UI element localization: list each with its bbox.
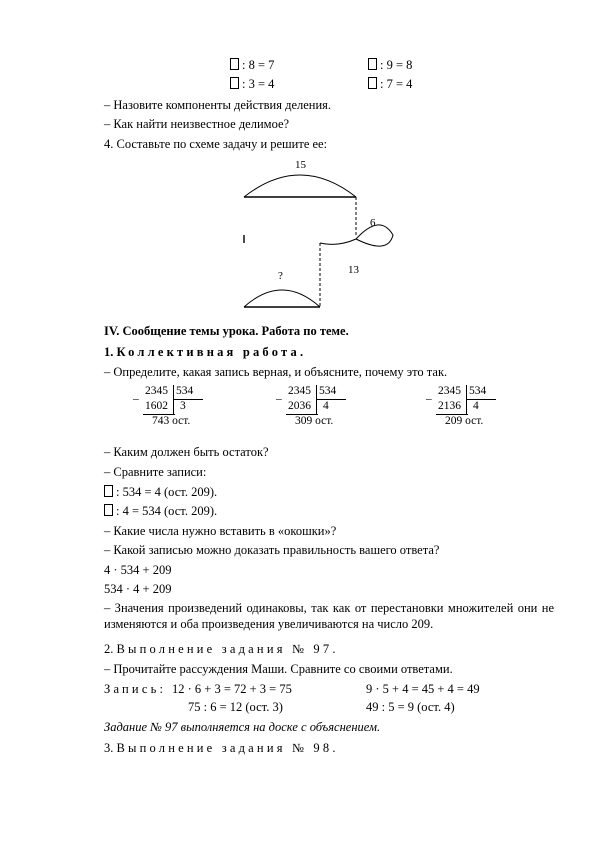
question-line: – Какие числа нужно вставить в «окошки»?	[104, 524, 337, 538]
empty-box	[368, 58, 377, 70]
equation: : 8 = 7	[230, 57, 274, 73]
question-line: – Как найти неизвестное делимое?	[104, 117, 290, 131]
empty-box	[230, 77, 239, 89]
record-line: 49 : 5 = 9 (ост. 4)	[366, 700, 455, 714]
diagram-label-bottom: ?	[278, 270, 283, 282]
scheme-diagram	[230, 155, 410, 315]
record-label: Запись:	[104, 682, 167, 696]
empty-box	[104, 504, 113, 516]
question-line: – Определите, какая запись верная, и объясните, почему это так.	[104, 365, 448, 379]
question-line: – Назовите компоненты действия деления.	[104, 98, 332, 112]
equation: : 7 = 4	[368, 76, 412, 92]
long-division: – 2345 534 1602 3 743 ост.	[133, 385, 213, 435]
record-line: 9 · 5 + 4 = 45 + 4 = 49	[366, 682, 480, 696]
long-division: – 2345 534 2036 4 309 ост.	[276, 385, 356, 435]
question-line: – Сравните записи:	[104, 465, 207, 479]
empty-box	[104, 485, 113, 497]
empty-box	[368, 77, 377, 89]
equation: : 9 = 8	[368, 57, 412, 73]
expression: 534 · 4 + 209	[104, 582, 172, 596]
task-heading: 4. Составьте по схеме задачу и решите ее:	[104, 137, 328, 151]
subheading: 2. Выполнение задания № 97.	[104, 642, 339, 656]
subheading: 1. Коллективная работа.	[104, 345, 307, 359]
diagram-label-right: 6	[370, 217, 376, 229]
record-line: : 4 = 534 (ост. 209).	[104, 503, 217, 519]
diagram-label-mid: 13	[348, 264, 359, 276]
question-line: – Какой записью можно доказать правильность вашего ответа?	[104, 543, 440, 557]
expression: 4 · 534 + 209	[104, 563, 172, 577]
long-division: – 2345 534 2136 4 209 ост.	[426, 385, 506, 435]
record-line: 12 · 6 + 3 = 72 + 3 = 75	[172, 682, 292, 696]
paragraph: – Значения произведений одинаковы, так как от перестановки множителей они не изменяются и оба произведения увеличиваются на число 209.	[104, 601, 554, 631]
question-line: – Каким должен быть остаток?	[104, 445, 269, 459]
equation: : 3 = 4	[230, 76, 274, 92]
question-line: – Прочитайте рассуждения Маши. Сравните со своими ответами.	[104, 662, 453, 676]
subheading: 3. Выполнение задания № 98.	[104, 741, 339, 755]
section-heading: IV. Сообщение темы урока. Работа по теме.	[104, 324, 349, 338]
diagram-label-top: 15	[295, 159, 306, 171]
record-line: : 534 = 4 (ост. 209).	[104, 484, 217, 500]
record-line: 75 : 6 = 12 (ост. 3)	[188, 700, 283, 714]
note: Задание № 97 выполняется на доске с объяснением.	[104, 720, 381, 734]
empty-box	[230, 58, 239, 70]
